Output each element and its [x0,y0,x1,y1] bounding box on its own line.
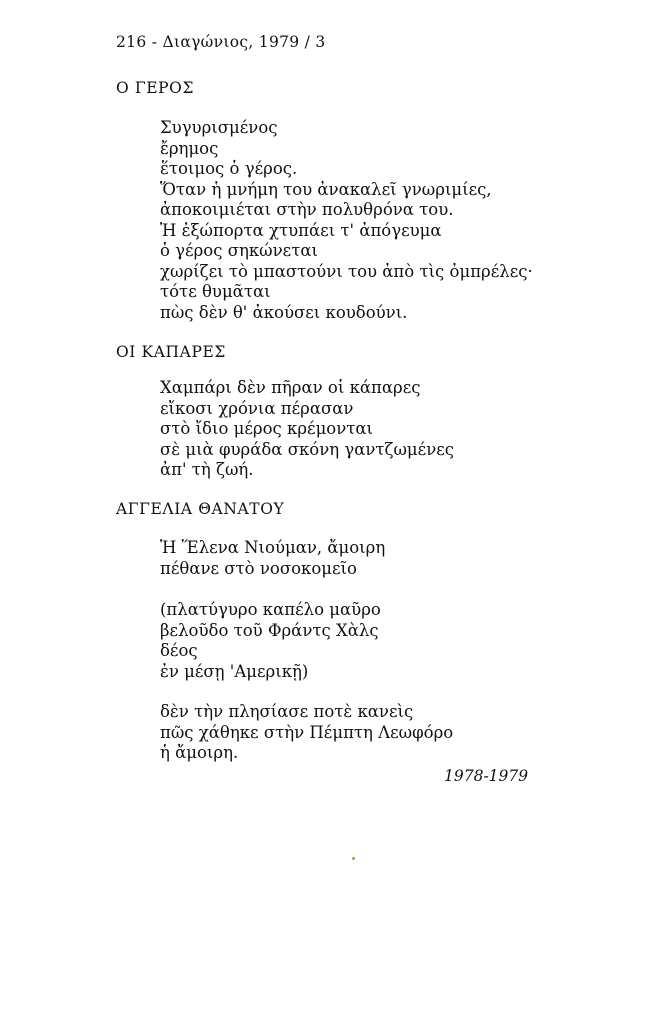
verse-line: Συγυρισμένος [160,118,278,137]
poem-aggelia-stanza-1 [160,538,385,579]
verse-line: Χαμπάρι δὲν πῆραν οἱ κάπαρες [160,378,421,397]
poem-o-geros-stanza-1 [160,118,533,323]
verse-line: δέος [160,641,198,660]
poem-title-oi-kapares: ΟΙ ΚΑΠΑΡΕΣ [116,343,226,361]
verse-line: βελοῦδο τοῦ Φράντς Χὰλς [160,620,379,640]
verse-line: ἀποκοιμιέται στὴν πολυθρόνα του. [160,200,454,219]
verse-line: δὲν τὴν πλησίασε ποτὲ κανεὶς [160,702,414,721]
paper-speck [352,857,355,860]
verse-line: Ὅταν ἡ μνήμη του ἀνακαλεῖ γνωριμίες, [160,179,492,199]
poem-date: 1978-1979 [444,767,529,785]
poem-title-o-geros: Ο ΓΕΡΟΣ [116,79,194,97]
verse-line: ἔρημος [160,138,219,158]
verse-line: Ἡ Ἕλενα Νιούμαν, ἄμοιρη [160,538,386,557]
verse-line: στὸ ἴδιο μέρος κρέμονται [160,419,374,438]
running-head: 216 - Διαγώνιος, 1979 / 3 [116,33,326,51]
poem-oi-kapares-stanza-1 [160,378,454,481]
verse-line: εἴκοσι χρόνια πέρασαν [160,398,354,418]
verse-line: χωρίζει τὸ μπαστούνι του ἀπὸ τὶς ὀμπρέλες· [160,261,533,281]
verse-line: ἕτοιμος ὁ γέρος. [160,159,298,178]
verse-line: πὼς δὲν θ' ἀκούσει κουδούνι. [160,302,408,322]
verse-line: ὁ γέρος σηκώνεται [160,241,318,260]
verse-line: ἡ ἄμοιρη. [160,743,239,762]
poem-aggelia-stanza-3 [160,702,453,764]
verse-line: πῶς χάθηκε στὴν Πέμπτη Λεωφόρο [160,722,454,742]
verse-line: πέθανε στὸ νοσοκομεῖο [160,558,357,578]
poem-title-aggelia-thanatou: ΑΓΓΕΛΙΑ ΘΑΝΑΤΟΥ [116,500,285,518]
verse-line: ἐν μέσῃ 'Αμερικῇ) [160,661,309,681]
verse-line: σὲ μιὰ φυράδα σκόνη γαντζωμένες [160,439,455,459]
verse-line: ἀπ' τὴ ζωή. [160,460,254,479]
verse-line: Ἡ ἐξώπορτα χτυπάει τ' ἀπόγευμα [160,220,442,240]
poem-aggelia-stanza-2 [160,600,381,682]
verse-line: τότε θυμᾶται [160,282,271,301]
verse-line: (πλατύγυρο καπέλο μαῦρο [160,600,381,619]
